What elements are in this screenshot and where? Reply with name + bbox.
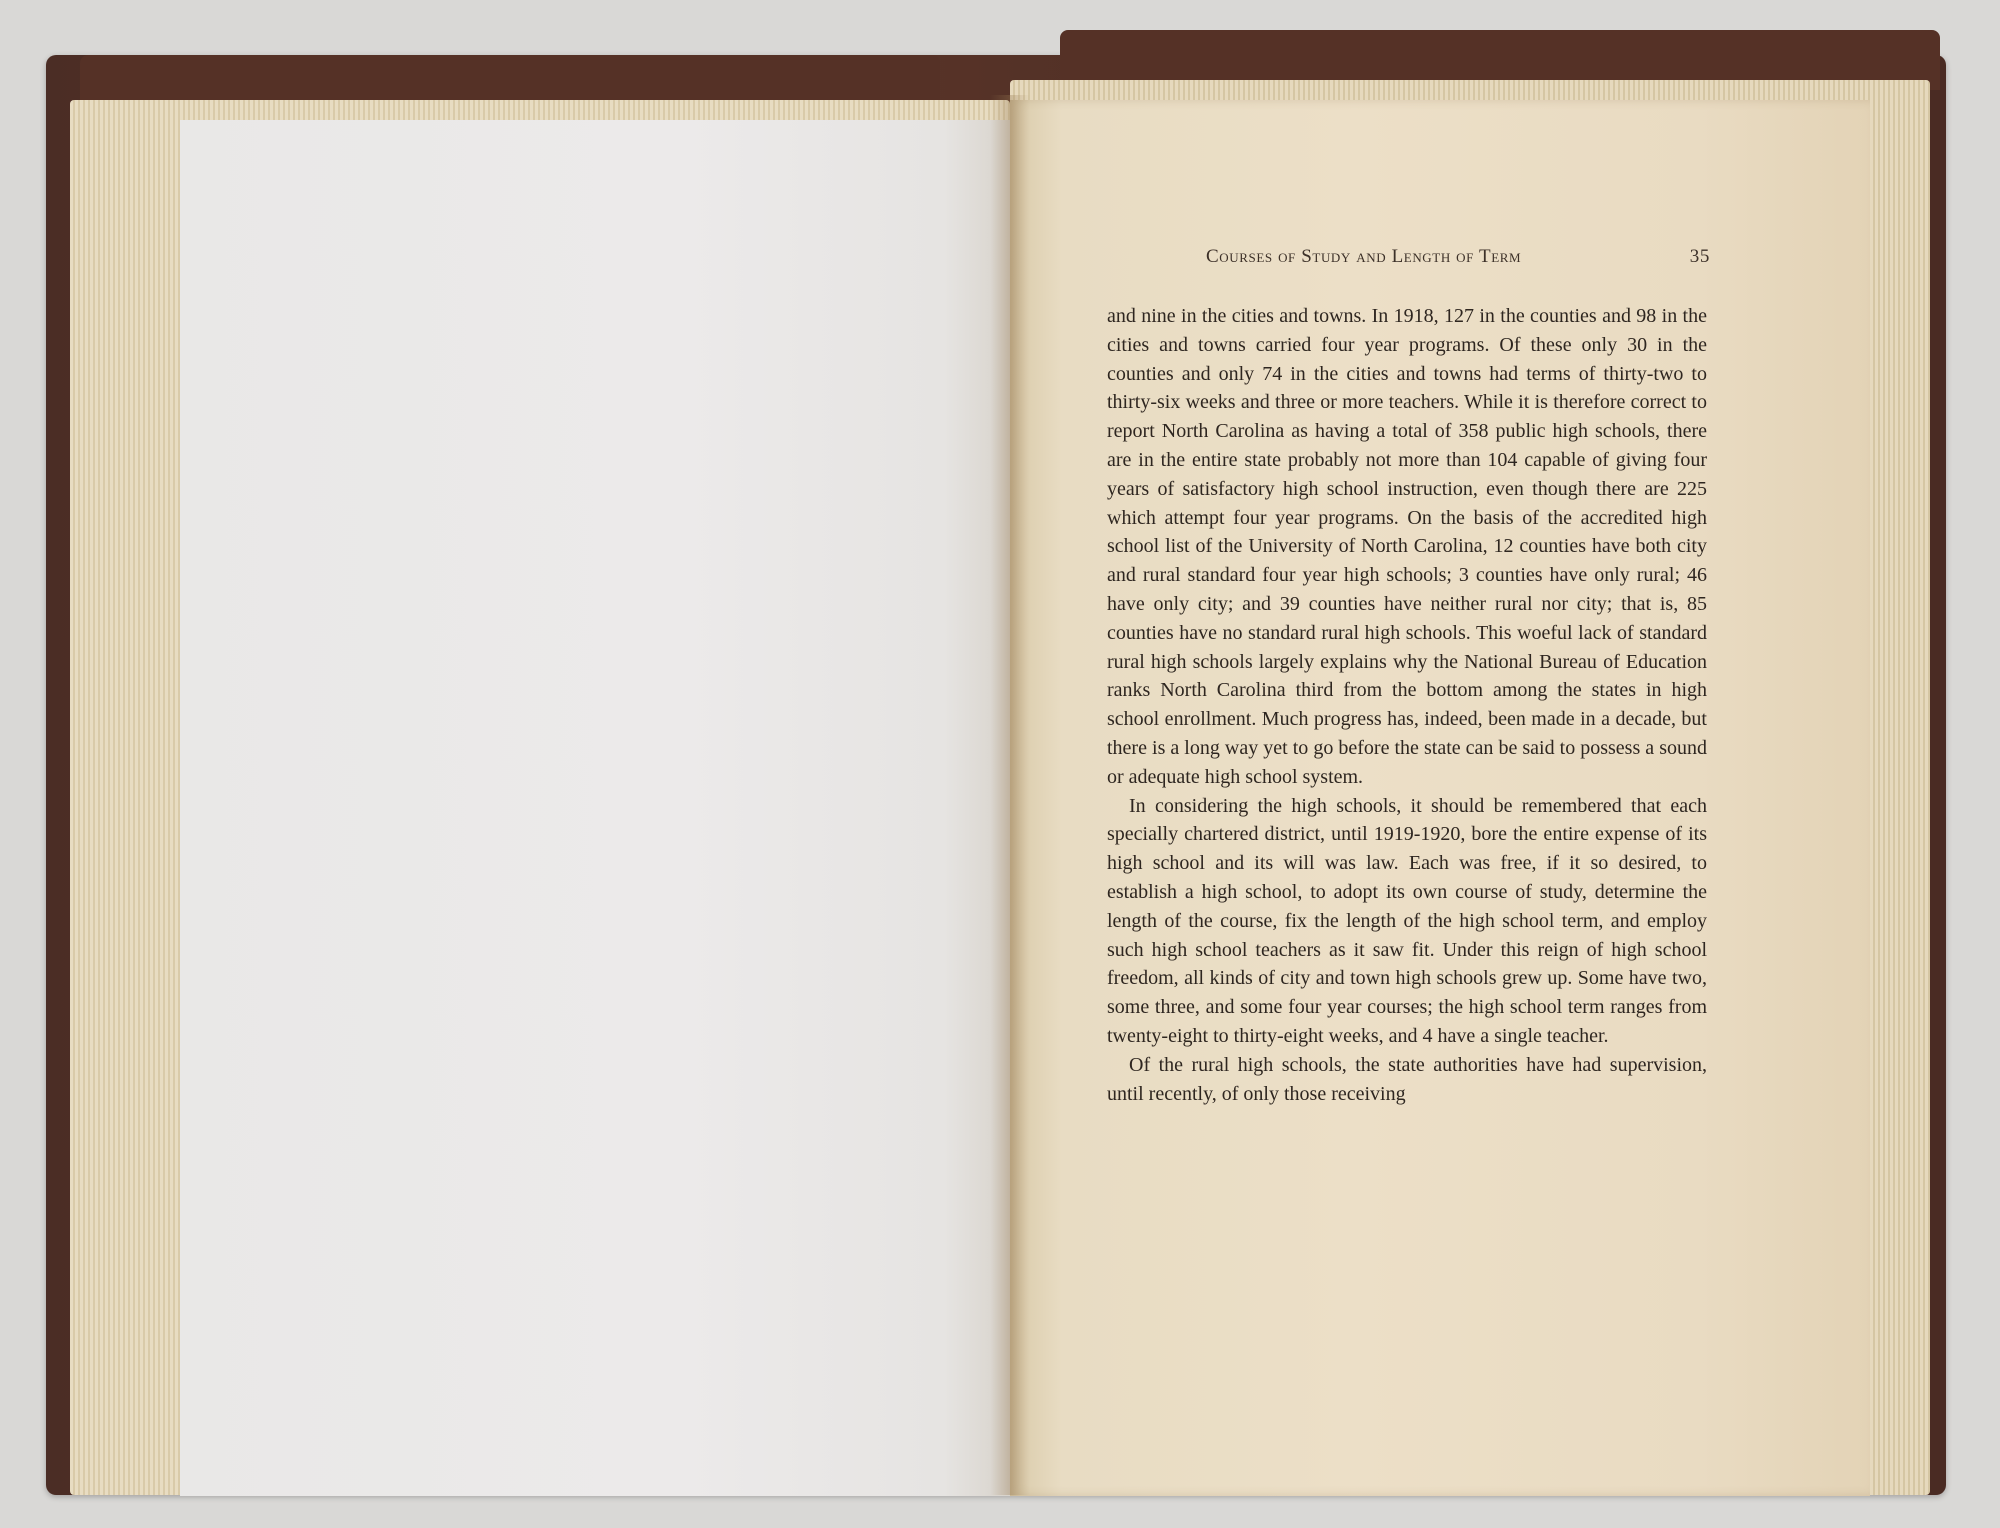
body-text: [1107, 302, 1707, 1108]
blank-left-page: [180, 120, 1010, 1496]
running-head: [1200, 246, 1710, 276]
paragraph: and nine in the cities and towns. In 1918, 127 in the counties and 98 in the cities and towns carried four year programs. Of these only 30 in the counties and only 74 in the cities and towns had terms of thirty-two to thirty-six weeks and three or more teachers. While it is therefore correct to report North Carolina as having a total of 358 public high schools, there are in the entire state probably not more than 104 capable of giving four years of satisfactory high school instruction, even though there are 225 which attempt four year programs. On the basis of the accredited high school list of the University of North Carolina, 12 counties have both city and rural standard four year high schools; 3 counties have only rural; 46 have only city; and 39 counties have neither rural nor city; that is, 85 counties have no standard rural high schools. This woeful lack of standard rural high schools largely explains why the National Bureau of Education ranks North Carolina third from the bottom among the states in high school enrollment. Much progress has, indeed, been made in a decade, but there is a long way yet to go before the state can be said to possess a sound or adequate high school system.: [1107, 305, 1707, 788]
paragraph: Of the rural high schools, the state authorities have had supervision, until recently, of only those receiving: [1107, 1053, 1707, 1105]
cover-top-edge-left: [80, 55, 940, 105]
running-head-title: Courses of Study and Length of Term: [1206, 246, 1522, 267]
spine-gutter: [990, 95, 1030, 1495]
page-number: 35: [1689, 246, 1710, 267]
paragraph: In considering the high schools, it should be remembered that each specially chartered district, until 1919-1920, bore the entire expense of its high school and its will was law. Each was free, if it so desired, to establish a high school, to adopt its own course of study, determine the length of the course, fix the length of the high school term, and employ such high school teachers as it saw fit. Under this reign of high school freedom, all kinds of city and town high schools grew up. Some have two, some three, and some four year courses; the high school term ranges from twenty-eight to thirty-eight weeks, and 4 have a single teacher.: [1107, 794, 1707, 1047]
